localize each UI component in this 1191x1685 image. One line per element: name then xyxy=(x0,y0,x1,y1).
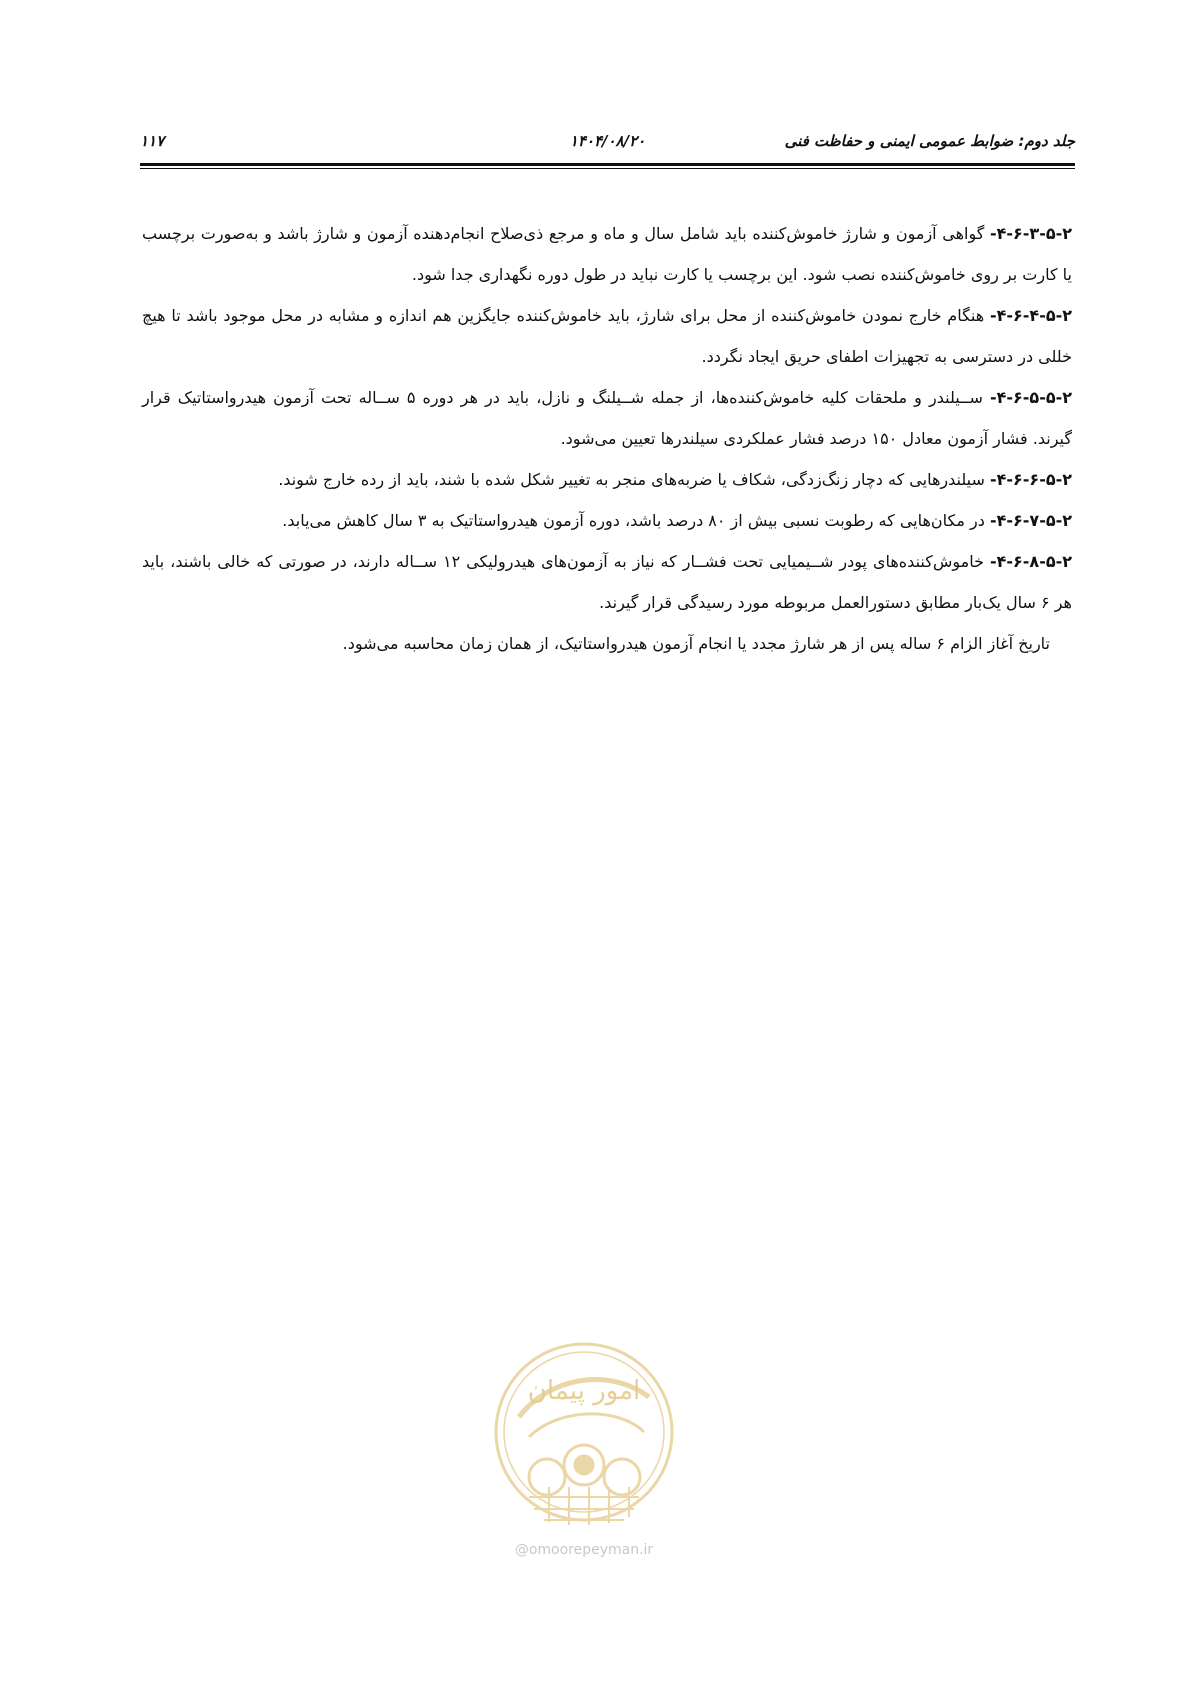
clause-paragraph xyxy=(142,541,1072,623)
clause-paragraph xyxy=(142,213,1072,295)
book-title: جلد دوم: ضوابط عمومی ایمنی و حفاظت فنی xyxy=(784,132,1075,150)
clause-number: ۴-۶-۴-۵-۲- xyxy=(989,306,1072,325)
page-number: ۱۱۷ xyxy=(140,132,165,150)
watermark xyxy=(489,1337,679,1562)
page-header xyxy=(140,128,1075,158)
publication-date: ۱۴۰۴/۰۸/۲۰ xyxy=(569,132,646,150)
clause-paragraph xyxy=(142,500,1072,541)
clause-text: ســیلندر و ملحقات کلیه خاموش‌کننده‌ها، از جمله شــیلنگ و نازل، باید در هر دوره ۵ ســاله تحت آزمون هیدرواستاتیک قرار گیرند. فشار آزمون معادل ۱۵۰ درصد فشار عملکردی سیلندرها تعیین می‌شود. xyxy=(142,388,1072,448)
watermark-logo-text: امور پیمان xyxy=(527,1376,641,1406)
clause-text: گواهی آزمون و شارژ خاموش‌کننده باید شامل سال و ماه و مرجع ذی‌صلاح انجام‌دهنده آزمون و شارژ باشد و به‌صورت برچسب یا کارت بر روی خاموش‌کننده نصب شود. این برچسب یا کارت نباید در طول دوره نگهداری جدا شود. xyxy=(142,224,1072,284)
closing-paragraph: تاریخ آغاز الزام ۶ ساله پس از هر شارژ مجدد یا انجام آزمون هیدرواستاتیک، از همان زمان محاسبه می‌شود. xyxy=(342,634,1050,653)
clause-paragraph xyxy=(142,295,1072,377)
clause-number: ۴-۶-۸-۵-۲- xyxy=(989,552,1072,571)
watermark-logo-icon xyxy=(489,1337,679,1537)
clause-number: ۴-۶-۳-۵-۲- xyxy=(989,224,1072,243)
clause-text: خاموش‌کننده‌های پودر شــیمیایی تحت فشــار که نیاز به آزمون‌های هیدرولیکی ۱۲ ســاله دارند، در صورتی که خالی باشند، باید هر ۶ سال یک‌بار مطابق دستورالعمل مربوطه مورد رسیدگی قرار گیرند. xyxy=(142,552,1072,612)
watermark-url: @omoorepeyman.ir xyxy=(514,1542,654,1558)
clause-text: سیلندرهایی که دچار زنگ‌زدگی، شکاف یا ضربه‌های منجر به تغییر شکل شده با شند، باید از رده خارج شوند. xyxy=(278,470,990,489)
header-divider-thin xyxy=(140,168,1075,169)
clause-text: هنگام خارج نمودن خاموش‌کننده از محل برای شارژ، باید خاموش‌کننده جایگزین هم اندازه و مشابه در محل موجود باشد تا هیچ خللی در دسترسی به تجهیزات اطفای حریق ایجاد نگردد. xyxy=(142,306,1072,366)
clause-paragraph xyxy=(142,459,1072,500)
clause-number: ۴-۶-۶-۵-۲- xyxy=(989,470,1072,489)
document-body xyxy=(142,213,1072,664)
clause-paragraph xyxy=(142,377,1072,459)
header-divider-thick xyxy=(140,163,1075,166)
clause-number: ۴-۶-۷-۵-۲- xyxy=(989,511,1072,530)
clause-number: ۴-۶-۵-۵-۲- xyxy=(989,388,1072,407)
clause-text: در مکان‌هایی که رطوبت نسبی بیش از ۸۰ درصد باشد، دوره آزمون هیدرواستاتیک به ۳ سال کاهش می‌یابد. xyxy=(282,511,990,530)
